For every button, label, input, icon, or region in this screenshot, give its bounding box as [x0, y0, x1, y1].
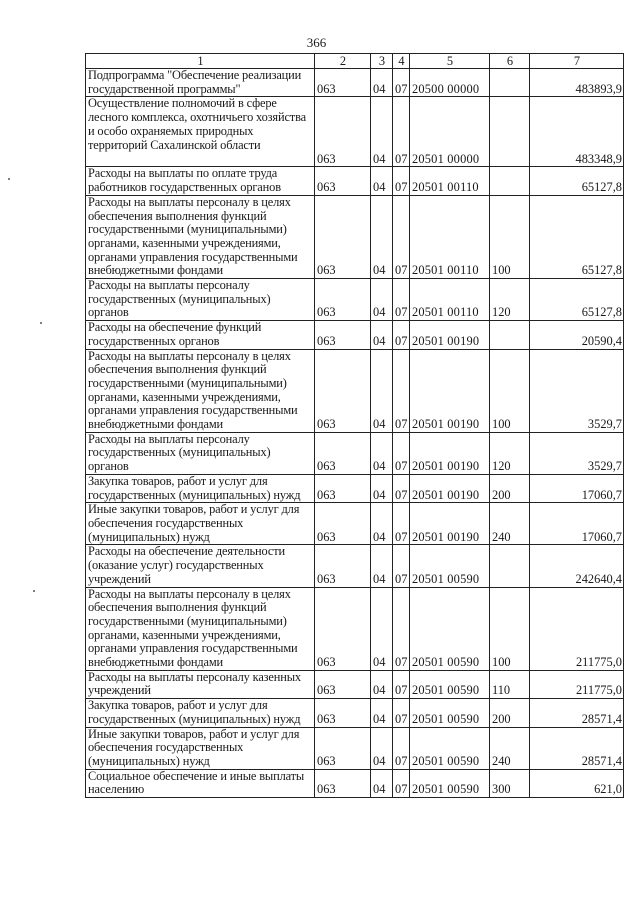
scan-speck: [33, 590, 35, 592]
row-section-cell: 04: [371, 97, 393, 167]
row-subsection-cell: 07: [393, 321, 410, 349]
table-row: [86, 699, 624, 727]
row-section-cell: 04: [371, 727, 393, 769]
scan-speck: [40, 322, 42, 324]
row-name-cell: Осуществление полномочий в сфере лесного комплекса, охотничьего хозяйства и особо охраняемых природных территорий Сахалинской области: [86, 97, 315, 167]
column-header-subsection: 4: [393, 54, 410, 69]
row-amount-cell: 65127,8: [530, 195, 624, 278]
row-target-cell: 20501 00190: [410, 503, 490, 545]
row-name-cell: Расходы на выплаты персоналу казенных учреждений: [86, 670, 315, 698]
row-amount-cell: 211775,0: [530, 587, 624, 670]
row-ministry-cell: 063: [315, 167, 371, 195]
budget-table: [85, 53, 624, 798]
column-header-amount: 7: [530, 54, 624, 69]
row-ministry-cell: 063: [315, 545, 371, 587]
row-name-cell: Расходы на обеспечение функций государственных органов: [86, 321, 315, 349]
column-header-row: [86, 54, 624, 69]
row-target-cell: 20501 00590: [410, 670, 490, 698]
page-number: 366: [306, 35, 327, 50]
row-type-cell: [490, 69, 530, 97]
row-ministry-cell: 063: [315, 432, 371, 474]
row-subsection-cell: 07: [393, 69, 410, 97]
row-name-cell: Закупка товаров, работ и услуг для государственных (муниципальных) нужд: [86, 474, 315, 502]
row-section-cell: 04: [371, 167, 393, 195]
row-subsection-cell: 07: [393, 545, 410, 587]
table-row: [86, 321, 624, 349]
row-target-cell: 20501 00110: [410, 195, 490, 278]
scan-speck: [8, 178, 10, 180]
row-amount-cell: 242640,4: [530, 545, 624, 587]
row-target-cell: 20501 00190: [410, 349, 490, 432]
row-type-cell: 240: [490, 727, 530, 769]
table-row: [86, 670, 624, 698]
row-subsection-cell: 07: [393, 769, 410, 797]
row-subsection-cell: 07: [393, 279, 410, 321]
row-name-cell: Социальное обеспечение и иные выплаты населению: [86, 769, 315, 797]
row-type-cell: 100: [490, 195, 530, 278]
row-ministry-cell: 063: [315, 699, 371, 727]
row-target-cell: 20500 00000: [410, 69, 490, 97]
row-name-cell: Иные закупки товаров, работ и услуг для обеспечения государственных (муниципальных) нужд: [86, 503, 315, 545]
row-target-cell: 20501 00190: [410, 321, 490, 349]
row-amount-cell: 483348,9: [530, 97, 624, 167]
row-type-cell: 100: [490, 349, 530, 432]
row-type-cell: 100: [490, 587, 530, 670]
column-header-target: 5: [410, 54, 490, 69]
row-type-cell: 240: [490, 503, 530, 545]
column-header-ministry: 2: [315, 54, 371, 69]
row-ministry-cell: 063: [315, 670, 371, 698]
table-row: [86, 474, 624, 502]
row-amount-cell: 17060,7: [530, 474, 624, 502]
row-target-cell: 20501 00590: [410, 699, 490, 727]
row-amount-cell: 28571,4: [530, 727, 624, 769]
row-target-cell: 20501 00590: [410, 545, 490, 587]
row-subsection-cell: 07: [393, 474, 410, 502]
row-section-cell: 04: [371, 69, 393, 97]
row-section-cell: 04: [371, 670, 393, 698]
row-subsection-cell: 07: [393, 167, 410, 195]
row-ministry-cell: 063: [315, 195, 371, 278]
table-row: [86, 195, 624, 278]
row-section-cell: 04: [371, 432, 393, 474]
row-section-cell: 04: [371, 474, 393, 502]
table-row: [86, 167, 624, 195]
table-row: [86, 97, 624, 167]
row-subsection-cell: 07: [393, 670, 410, 698]
row-amount-cell: 20590,4: [530, 321, 624, 349]
row-amount-cell: 28571,4: [530, 699, 624, 727]
row-type-cell: [490, 167, 530, 195]
row-section-cell: 04: [371, 769, 393, 797]
row-amount-cell: 3529,7: [530, 432, 624, 474]
row-target-cell: 20501 00590: [410, 769, 490, 797]
row-section-cell: 04: [371, 321, 393, 349]
row-target-cell: 20501 00110: [410, 167, 490, 195]
row-target-cell: 20501 00590: [410, 587, 490, 670]
row-amount-cell: 621,0: [530, 769, 624, 797]
row-subsection-cell: 07: [393, 349, 410, 432]
row-subsection-cell: 07: [393, 503, 410, 545]
table-row: [86, 769, 624, 797]
row-name-cell: Расходы на выплаты персоналу государственных (муниципальных) органов: [86, 432, 315, 474]
row-amount-cell: 211775,0: [530, 670, 624, 698]
row-amount-cell: 3529,7: [530, 349, 624, 432]
row-subsection-cell: 07: [393, 587, 410, 670]
column-header-type: 6: [490, 54, 530, 69]
table-row: [86, 545, 624, 587]
row-type-cell: [490, 97, 530, 167]
row-section-cell: 04: [371, 587, 393, 670]
row-subsection-cell: 07: [393, 195, 410, 278]
row-target-cell: 20501 00110: [410, 279, 490, 321]
row-subsection-cell: 07: [393, 432, 410, 474]
row-name-cell: Расходы на выплаты персоналу в целях обеспечения выполнения функций государственными (муниципальными) органами, казенными учреждениями, органами управления государственными внебюджетными фондами: [86, 587, 315, 670]
row-section-cell: 04: [371, 279, 393, 321]
row-target-cell: 20501 00590: [410, 727, 490, 769]
table-row: [86, 69, 624, 97]
table-row: [86, 727, 624, 769]
row-ministry-cell: 063: [315, 727, 371, 769]
row-ministry-cell: 063: [315, 69, 371, 97]
row-name-cell: Расходы на выплаты персоналу государственных (муниципальных) органов: [86, 279, 315, 321]
row-ministry-cell: 063: [315, 587, 371, 670]
table-row: [86, 503, 624, 545]
row-amount-cell: 483893,9: [530, 69, 624, 97]
row-name-cell: Расходы на выплаты персоналу в целях обеспечения выполнения функций государственными (муниципальными) органами, казенными учреждениями, органами управления государственными внебюджетными фондами: [86, 195, 315, 278]
row-name-cell: Закупка товаров, работ и услуг для государственных (муниципальных) нужд: [86, 699, 315, 727]
table-row: [86, 587, 624, 670]
row-type-cell: 300: [490, 769, 530, 797]
row-subsection-cell: 07: [393, 97, 410, 167]
table-row: [86, 432, 624, 474]
row-ministry-cell: 063: [315, 503, 371, 545]
row-ministry-cell: 063: [315, 321, 371, 349]
row-amount-cell: 65127,8: [530, 167, 624, 195]
row-subsection-cell: 07: [393, 727, 410, 769]
row-subsection-cell: 07: [393, 699, 410, 727]
row-name-cell: Расходы на выплаты персоналу в целях обеспечения выполнения функций государственными (муниципальными) органами, казенными учреждениями, органами управления государственными внебюджетными фондами: [86, 349, 315, 432]
row-name-cell: Расходы на обеспечение деятельности (оказание услуг) государственных учреждений: [86, 545, 315, 587]
row-ministry-cell: 063: [315, 97, 371, 167]
row-section-cell: 04: [371, 349, 393, 432]
row-type-cell: 110: [490, 670, 530, 698]
row-name-cell: Подпрограмма "Обеспечение реализации государственной программы": [86, 69, 315, 97]
row-name-cell: Расходы на выплаты по оплате труда работников государственных органов: [86, 167, 315, 195]
row-section-cell: 04: [371, 195, 393, 278]
row-target-cell: 20501 00190: [410, 474, 490, 502]
row-ministry-cell: 063: [315, 474, 371, 502]
row-type-cell: 200: [490, 699, 530, 727]
row-ministry-cell: 063: [315, 769, 371, 797]
row-ministry-cell: 063: [315, 279, 371, 321]
row-section-cell: 04: [371, 545, 393, 587]
row-amount-cell: 17060,7: [530, 503, 624, 545]
table-row: [86, 349, 624, 432]
column-header-section: 3: [371, 54, 393, 69]
row-target-cell: 20501 00000: [410, 97, 490, 167]
table-row: [86, 279, 624, 321]
row-type-cell: [490, 321, 530, 349]
column-header-name: 1: [86, 54, 315, 69]
row-type-cell: 120: [490, 279, 530, 321]
row-target-cell: 20501 00190: [410, 432, 490, 474]
row-type-cell: [490, 545, 530, 587]
row-amount-cell: 65127,8: [530, 279, 624, 321]
row-type-cell: 120: [490, 432, 530, 474]
row-type-cell: 200: [490, 474, 530, 502]
row-name-cell: Иные закупки товаров, работ и услуг для обеспечения государственных (муниципальных) нужд: [86, 727, 315, 769]
row-ministry-cell: 063: [315, 349, 371, 432]
row-section-cell: 04: [371, 503, 393, 545]
row-section-cell: 04: [371, 699, 393, 727]
